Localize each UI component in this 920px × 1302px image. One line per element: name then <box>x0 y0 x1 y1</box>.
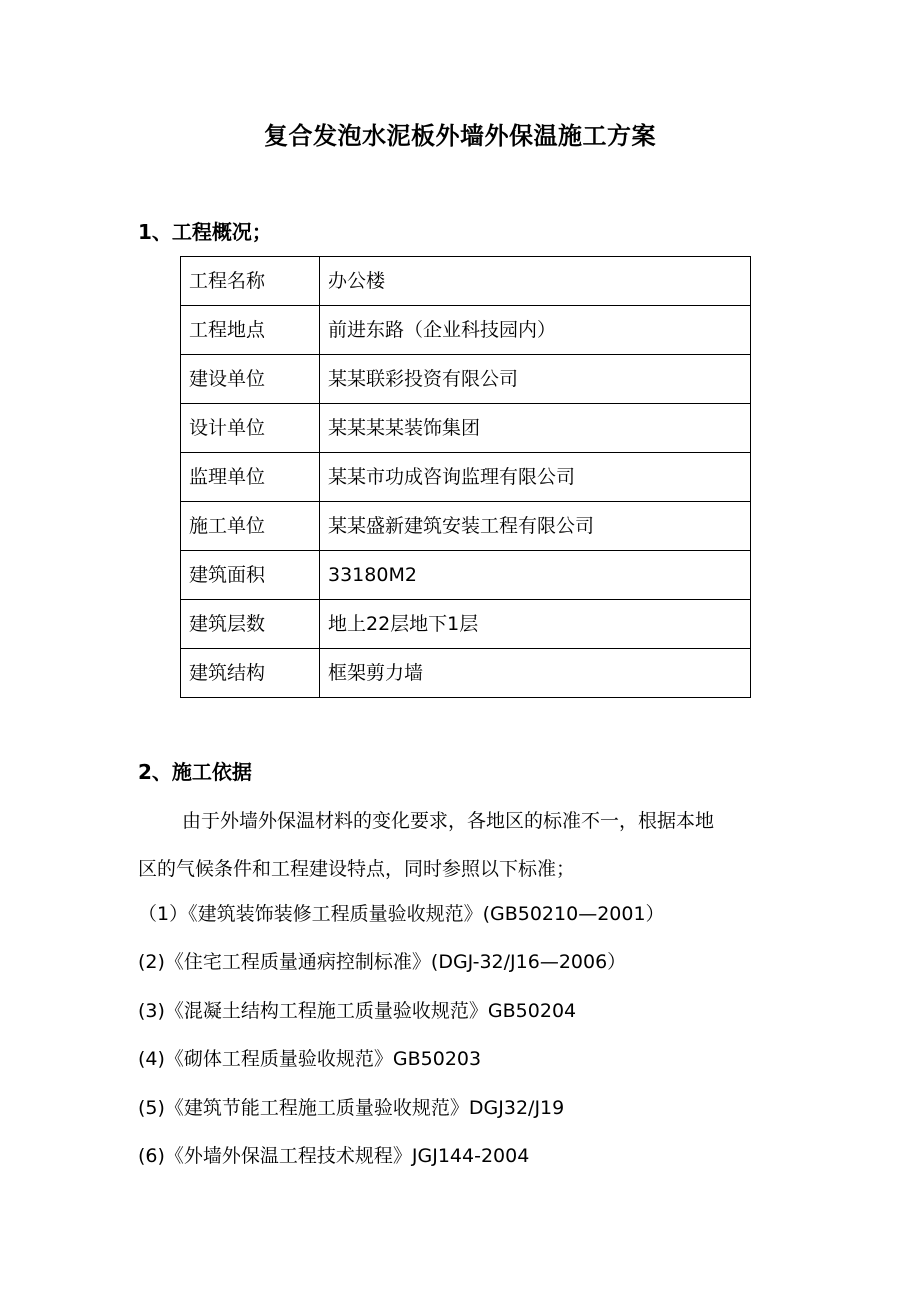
table-cell-label: 设计单位 <box>181 404 320 453</box>
reference-item: (6)《外墙外保温工程技术规程》JGJ144-2004 <box>138 1144 530 1167</box>
table-cell-label: 建筑层数 <box>181 600 320 649</box>
table-cell-label: 监理单位 <box>181 453 320 502</box>
table-row <box>181 600 751 649</box>
reference-item: (2)《住宅工程质量通病控制标准》(DGJ-32/J16—2006） <box>138 951 627 974</box>
table-cell-label: 施工单位 <box>181 502 320 551</box>
table-row <box>181 453 751 502</box>
table-row <box>181 404 751 453</box>
basis-paragraph-line-2: 区的气候条件和工程建设特点，同时参照以下标准； <box>138 858 576 880</box>
table-row <box>181 355 751 404</box>
table-cell-value: 某某某某装饰集团 <box>320 404 751 453</box>
section-heading-basis: 2、施工依据 <box>138 760 252 784</box>
reference-list <box>138 890 838 1180</box>
document-title: 复合发泡水泥板外墙外保温施工方案 <box>264 122 656 150</box>
table-row <box>181 551 751 600</box>
basis-paragraph <box>138 797 798 893</box>
table-cell-value: 办公楼 <box>320 257 751 306</box>
project-info-table <box>180 256 751 698</box>
table-cell-value: 33180M2 <box>320 551 751 600</box>
table-cell-value: 某某市功成咨询监理有限公司 <box>320 453 751 502</box>
table-cell-label: 建筑结构 <box>181 649 320 698</box>
table-row <box>181 502 751 551</box>
basis-paragraph-line-1: 由于外墙外保温材料的变化要求，各地区的标准不一，根据本地 <box>182 810 715 832</box>
table-row <box>181 257 751 306</box>
table-cell-label: 建筑面积 <box>181 551 320 600</box>
table-cell-value: 前进东路（企业科技园内） <box>320 306 751 355</box>
table-cell-value: 地上22层地下1层 <box>320 600 751 649</box>
table-cell-value: 某某联彩投资有限公司 <box>320 355 751 404</box>
table-row <box>181 306 751 355</box>
table-row <box>181 649 751 698</box>
reference-item: (5)《建筑节能工程施工质量验收规范》DGJ32/J19 <box>138 1096 565 1119</box>
table-cell-label: 工程地点 <box>181 306 320 355</box>
reference-item: （1）《建筑装饰装修工程质量验收规范》(GB50210—2001） <box>138 903 665 925</box>
reference-item: (3)《混凝土结构工程施工质量验收规范》GB50204 <box>138 999 577 1022</box>
table-cell-label: 工程名称 <box>181 257 320 306</box>
table-cell-label: 建设单位 <box>181 355 320 404</box>
table-cell-value: 框架剪力墙 <box>320 649 751 698</box>
reference-item: (4)《砌体工程质量验收规范》GB50203 <box>138 1048 482 1071</box>
table-cell-value: 某某盛新建筑安装工程有限公司 <box>320 502 751 551</box>
section-heading-overview: 1、工程概况； <box>138 220 272 244</box>
project-info-table-body <box>181 257 751 698</box>
